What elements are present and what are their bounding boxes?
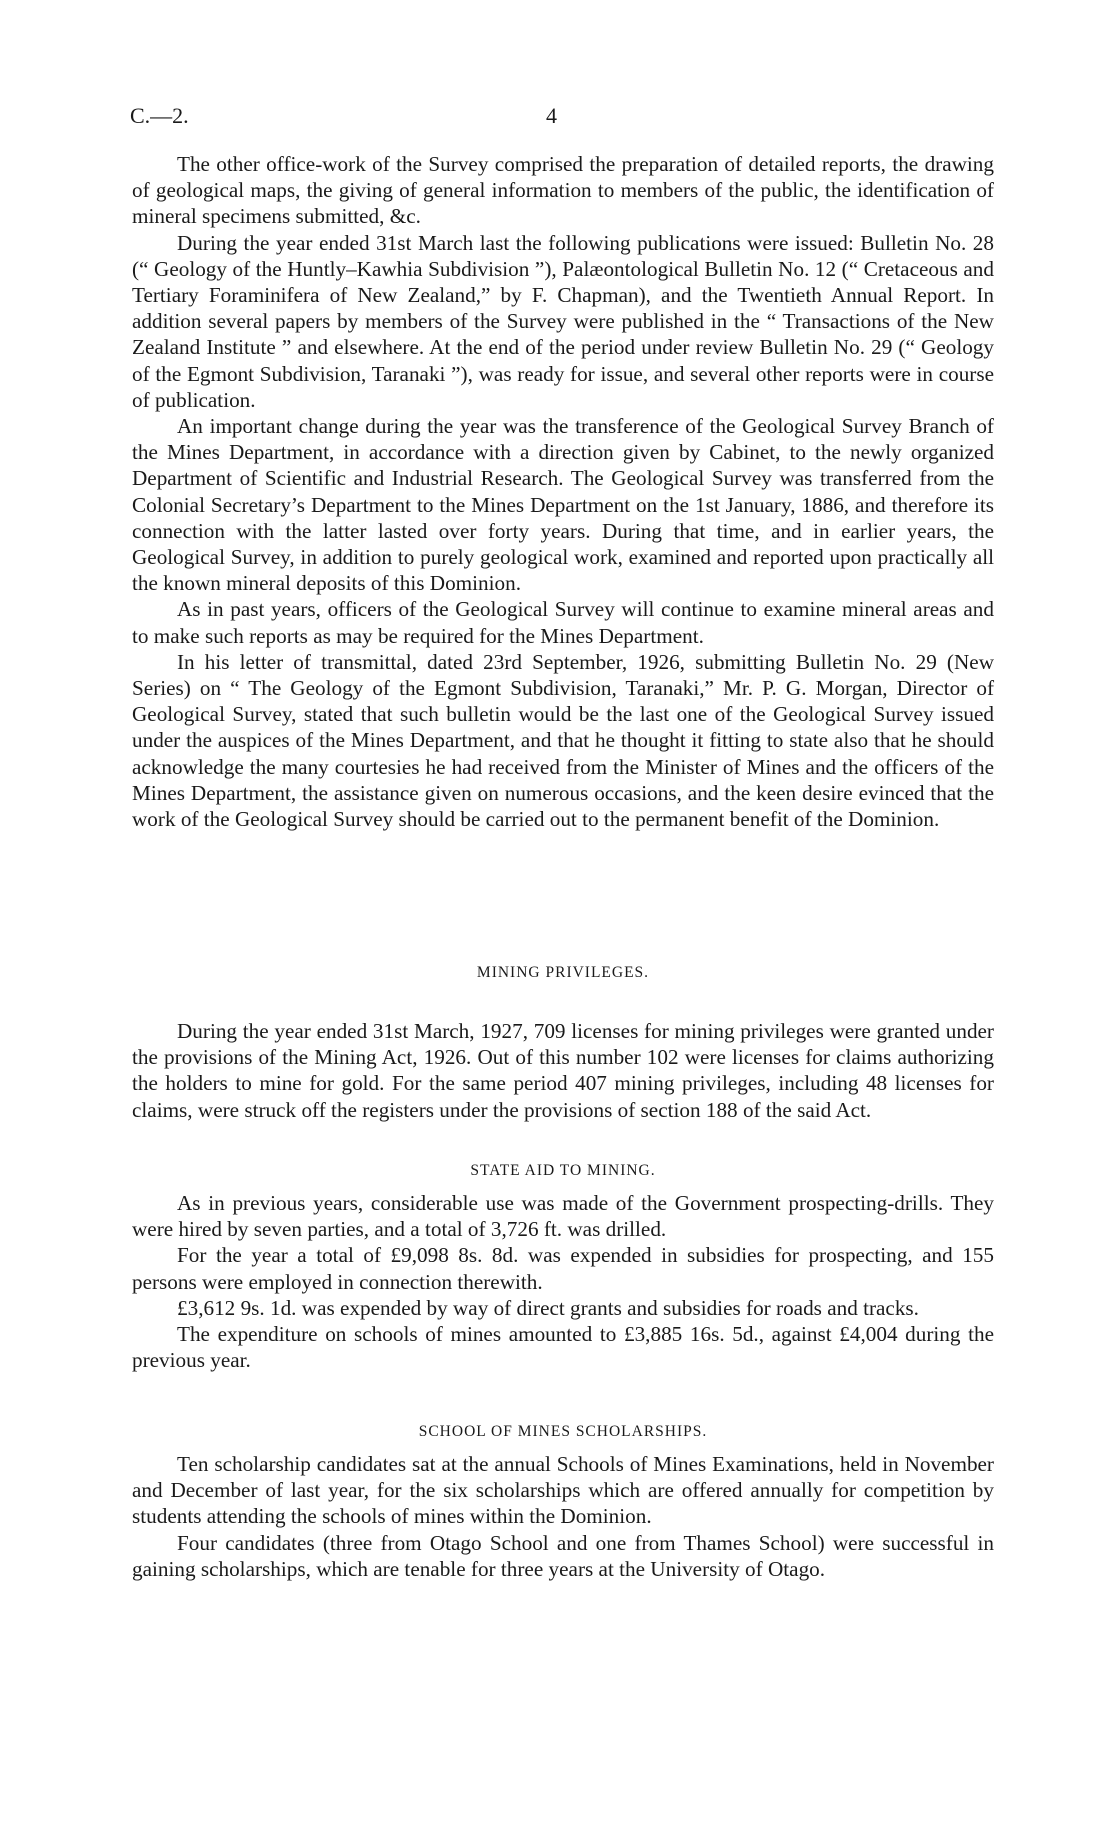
- paragraph: Ten scholarship candidates sat at the annual Schools of Mines Examinations, held in November and December of last year, for the six scholarships which are offered annually for competition by students attending the schools of mines within the Dominion.: [132, 1452, 994, 1529]
- state-aid-heading: STATE AID TO MINING.: [470, 1162, 656, 1179]
- paragraph: Four candidates (three from Otago School and one from Thames School) were successful in gaining scholarships, which are tenable for three years at the University of Otago.: [132, 1530, 994, 1581]
- state-aid-section: [132, 1190, 994, 1373]
- page-number: 4: [546, 103, 557, 128]
- paragraph: An important change during the year was the transference of the Geological Survey Branch of the Mines Department, in accordance with a direction given by Cabinet, to the newly organized Department of Scientific and Industrial Research. The Geological Survey was transferred from the Colonial Secretary’s Department to the Mines Department on the 1st January, 1886, and therefore its connection with the latter lasted over forty years. During that time, and in earlier years, the Geological Survey, in addition to purely geological work, examined and reported upon practically all the known mineral deposits of this Dominion.: [132, 414, 994, 596]
- paragraph: As in previous years, considerable use was made of the Government prospecting-drills. They were hired by seven parties, and a total of 3,726 ft. was drilled.: [132, 1191, 994, 1242]
- paragraph: During the year ended 31st March, 1927, 709 licenses for mining privileges were granted under the provisions of the Mining Act, 1926. Out of this number 102 were licenses for claims authorizing the holders to mine for gold. For the same period 407 mining privileges, including 48 licenses for claims, were struck off the registers under the provisions of section 188 of the said Act.: [132, 1019, 994, 1122]
- scholarships-heading: SCHOOL OF MINES SCHOLARSHIPS.: [418, 1423, 708, 1440]
- paragraph: The expenditure on schools of mines amounted to £3,885 16s. 5d., against £4,004 during the previous year.: [132, 1322, 994, 1373]
- mining-privileges-heading: MINING PRIVILEGES.: [476, 964, 650, 981]
- paragraph: As in past years, officers of the Geological Survey will continue to examine mineral areas and to make such reports as may be required for the Mines Department.: [132, 597, 994, 648]
- paragraph: For the year a total of £9,098 8s. 8d. was expended in subsidies for prospecting, and 155 persons were employed in connection therewith.: [132, 1243, 994, 1294]
- paragraph: £3,612 9s. 1d. was expended by way of direct grants and subsidies for roads and tracks.: [177, 1295, 919, 1320]
- document-code: C.—2.: [130, 103, 189, 128]
- scholarships-section: [132, 1451, 994, 1582]
- paragraph: In his letter of transmittal, dated 23rd September, 1926, submitting Bulletin No. 29 (New Series) on “ The Geology of the Egmont Subdivision, Taranaki,” Mr. P. G. Morgan, Director of Geological Survey, stated that such bulletin would be the last one of the Geological Survey issued under the auspices of the Mines Department, and that he thought it fitting to state also that he should acknowledge the many courtesies he had received from the Minister of Mines and the officers of the Mines Department, the assistance given on numerous occasions, and the keen desire evinced that the work of the Geological Survey should be carried out to the permanent benefit of the Dominion.: [132, 649, 994, 832]
- paragraph: During the year ended 31st March last the following publications were issued: Bulletin No. 28 (“ Geology of the Huntly–Kawhia Subdivision ”), Palæontological Bulletin No. 12 (“ Cretaceous and Tertiary Foraminifera of New Zealand,” by F. Chapman), and the Twentieth Annual Report. In addition several papers by members of the Survey were published in the “ Transactions of the New Zealand Institute ” and elsewhere. At the end of the period under review Bulletin No. 29 (“ Geology of the Egmont Subdivision, Taranaki ”), was ready for issue, and several other reports were in course of publication.: [132, 230, 994, 412]
- mining-privileges-section: [132, 1018, 994, 1123]
- paragraph: The other office-work of the Survey comprised the preparation of detailed reports, the drawing of geological maps, the giving of general information to members of the public, the identification of mineral specimens submitted, &c.: [132, 152, 994, 229]
- geological-survey-section: [132, 151, 994, 832]
